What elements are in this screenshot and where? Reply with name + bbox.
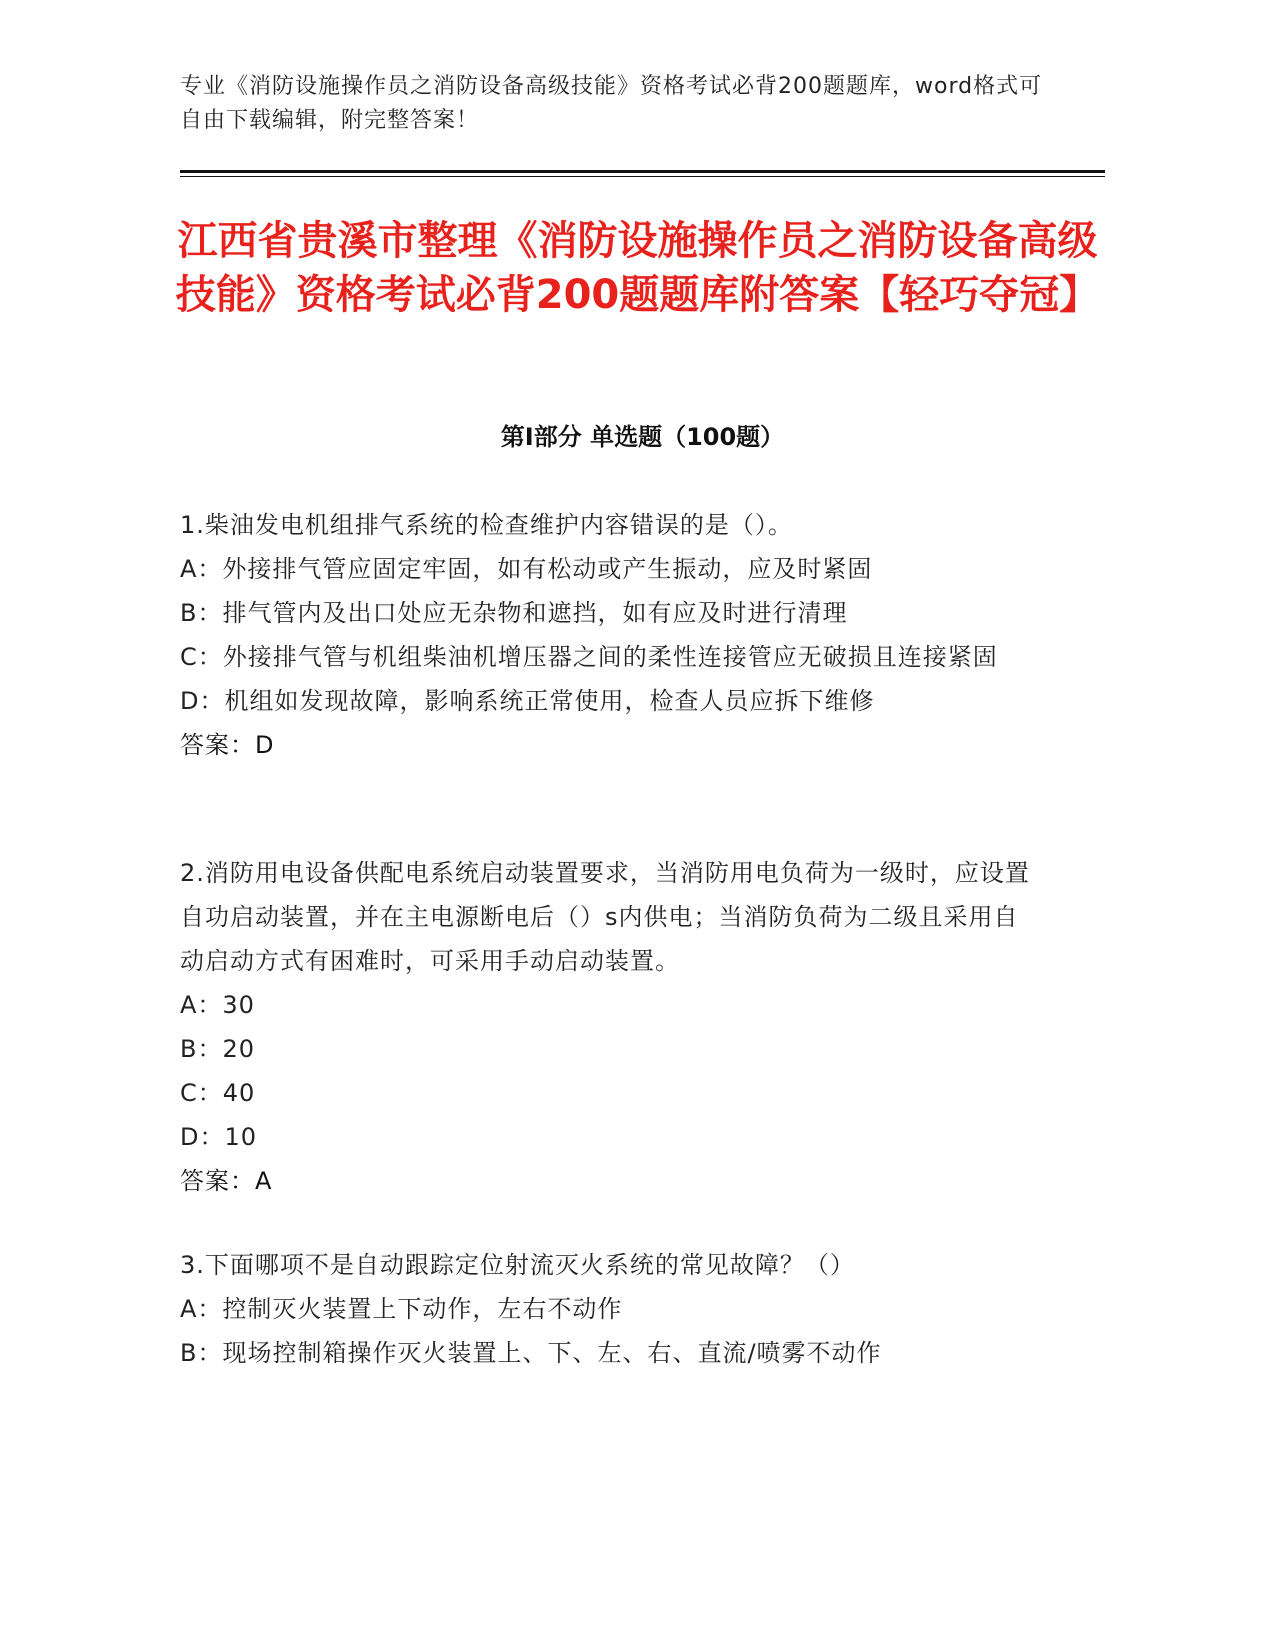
option-b: B：现场控制箱操作灭火装置上、下、左、右、直流/喷雾不动作 [180,1339,882,1367]
option-b: B：20 [180,1035,256,1063]
section-heading: 第Ⅰ部分 单选题（100题） [500,423,785,451]
option-a: A：30 [180,991,255,1019]
option-c: C：40 [180,1079,256,1107]
question-2 [180,851,1040,1203]
header-note: 专业《消防设施操作员之消防设备高级技能》资格考试必背200题题库，word格式可自由下载编辑，附完整答案！ [180,74,1043,133]
header-rule-thick [180,170,1105,173]
option-a: A：控制灭火装置上下动作，左右不动作 [180,1295,623,1323]
question-stem: 3.下面哪项不是自动跟踪定位射流灭火系统的常见故障？（） [180,1251,855,1279]
answer: 答案：A [180,1167,273,1195]
option-c: C：外接排气管与机组柴油机增压器之间的柔性连接管应无破损且连接紧固 [180,643,998,671]
option-d: D：10 [180,1123,258,1151]
option-a: A：外接排气管应固定牢固，如有松动或产生振动，应及时紧固 [180,555,873,583]
question-3 [180,1243,1040,1375]
option-b: B：排气管内及出口处应无杂物和遮挡，如有应及时进行清理 [180,599,848,627]
answer: 答案：D [180,731,275,759]
document-title: 江西省贵溪市整理《消防设施操作员之消防设备高级技能》资格考试必背200题题库附答案【轻巧夺冠】 [175,218,1100,318]
header-rule-thin [180,176,1105,177]
question-stem: 1.柴油发电机组排气系统的检查维护内容错误的是（）。 [180,511,793,539]
question-stem: 2.消防用电设备供配电系统启动装置要求，当消防用电负荷为一级时，应设置自功启动装置，并在主电源断电后（）s内供电；当消防负荷为二级且采用自动启动方式有困难时，可采用手动启动装置。 [180,859,1030,975]
question-1 [180,503,1040,767]
option-d: D：机组如发现故障，影响系统正常使用，检查人员应拆下维修 [180,687,875,715]
